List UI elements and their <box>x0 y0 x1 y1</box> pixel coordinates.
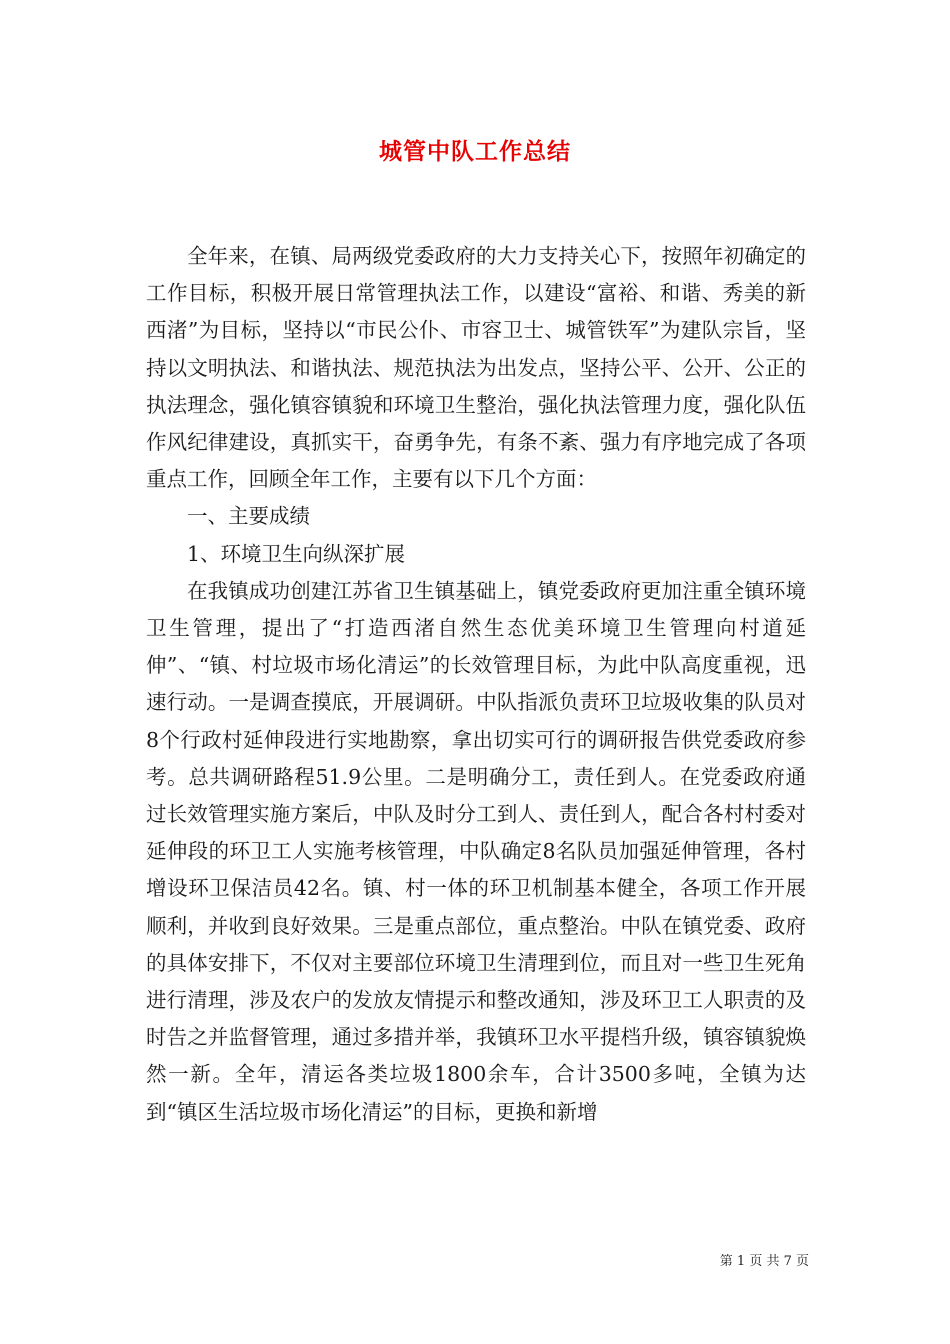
intro-paragraph: 全年来，在镇、局两级党委政府的大力支持关心下，按照年初确定的工作目标，积极开展日常管理执法工作，以建设“富裕、和谐、秀美的新西渚”为目标，坚持以“市民公仆、市容卫士、城管铁军”为建队宗旨，坚持以文明执法、和谐执法、规范执法为出发点，坚持公平、公开、公正的执法理念，强化镇容镇貌和环境卫生整治，强化执法管理力度，强化队伍作风纪律建设，真抓实干，奋勇争先，有条不紊、强力有序地完成了各项重点工作，回顾全年工作，主要有以下几个方面： <box>146 244 806 492</box>
page-title: 城管中队工作总结 <box>379 138 571 165</box>
section-heading: 一、主要成绩 <box>187 504 310 529</box>
subsection-heading: 1、环境卫生向纵深扩展 <box>187 541 406 566</box>
page-indicator: 第 1 页 共 7 页 <box>719 1254 809 1269</box>
body-paragraph: 在我镇成功创建江苏省卫生镇基础上，镇党委政府更加注重全镇环境卫生管理，提出了“打造西渚自然生态优美环境卫生管理向村道延伸”、“镇、村垃圾市场化清运”的长效管理目标，为此中队高度重视，迅速行动。一是调查摸底，开展调研。中队指派负责环卫垃圾收集的队员对8个行政村延伸段进行实地勘察，拿出切实可行的调研报告供党委政府参考。总共调研路程51.9公里。二是明确分工，责任到人。在党委政府通过长效管理实施方案后，中队及时分工到人、责任到人，配合各村村委对延伸段的环卫工人实施考核管理，中队确定8名队员加强延伸管理，各村增设环卫保洁员42名。镇、村一体的环卫机制基本健全，各项工作开展顺利，并收到良好效果。三是重点部位，重点整治。中队在镇党委、政府的具体安排下，不仅对主要部位环境卫生清理到位，而且对一些卫生死角进行清理，涉及农户的发放友情提示和整改通知，涉及环卫工人职责的及时告之并监督管理，通过多措并举，我镇环卫水平提档升级，镇容镇貌焕然一新。全年，清运各类垃圾1800余车，合计3500多吨，全镇为达到“镇区生活垃圾市场化清运”的目标，更换和新增 <box>146 578 806 1124</box>
document-body <box>146 238 806 1131</box>
